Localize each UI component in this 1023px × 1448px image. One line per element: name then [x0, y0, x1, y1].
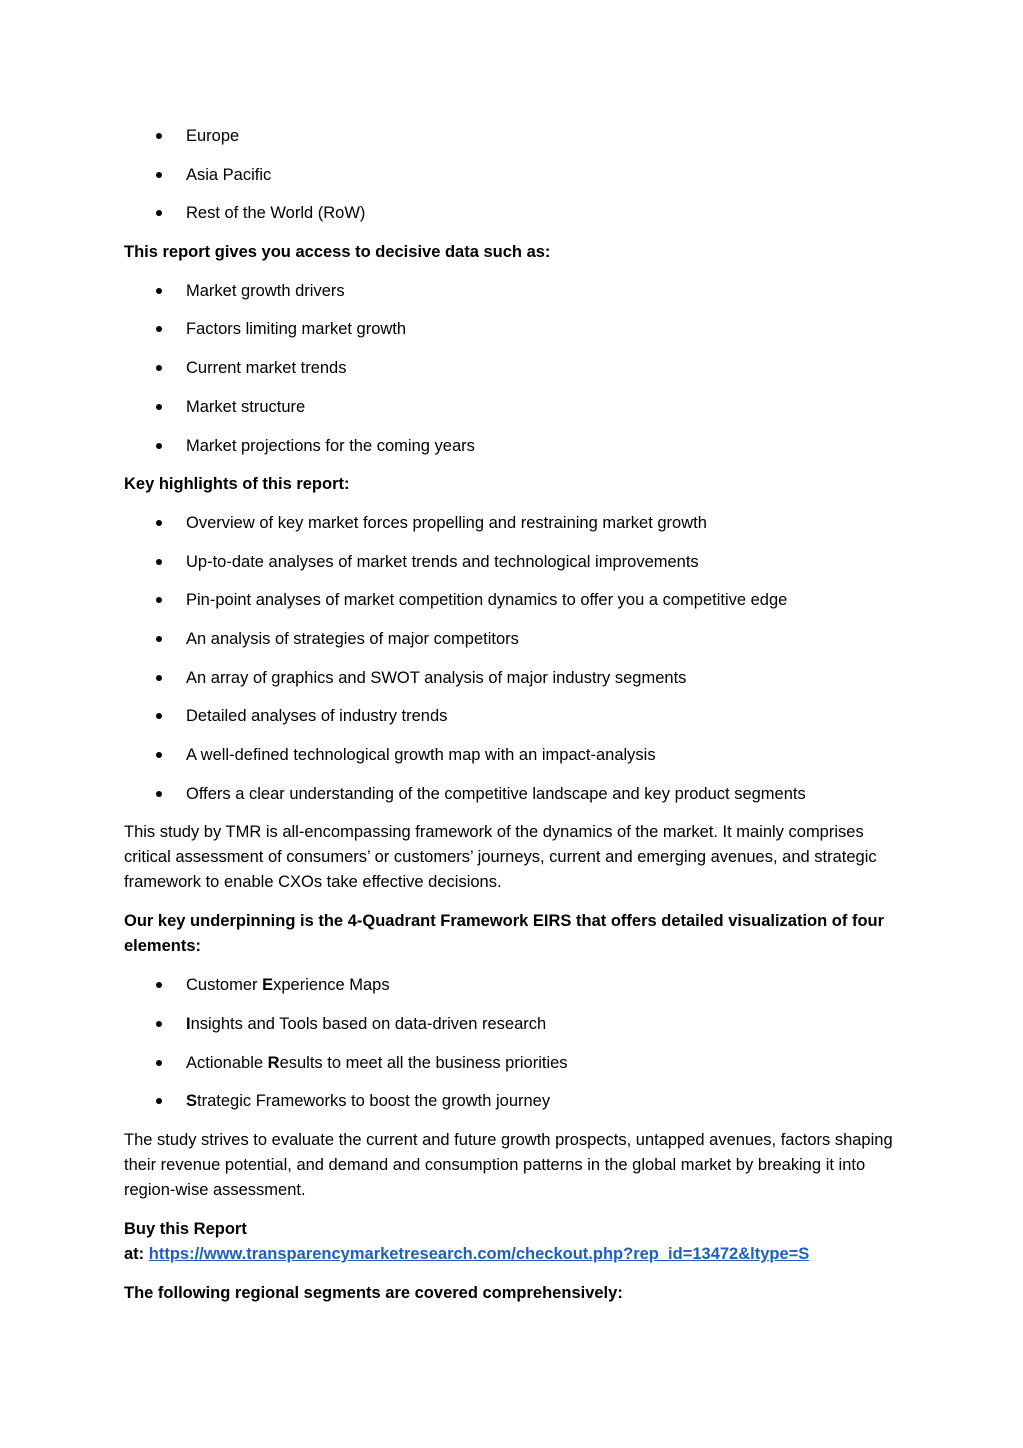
list-item: Europe	[124, 124, 904, 163]
eirs-item-post: xperience Maps	[273, 976, 390, 995]
eirs-item-post: nsights and Tools based on data-driven research	[190, 1015, 547, 1034]
regional-heading: The following regional segments are covered comprehensively:	[124, 1284, 623, 1303]
eirs-list	[124, 973, 904, 1128]
list-item: An array of graphics and SWOT analysis of major industry segments	[124, 666, 904, 705]
highlights-list	[124, 511, 904, 821]
document-page	[124, 124, 904, 1320]
list-item: Market structure	[124, 395, 904, 434]
buy-report	[124, 1217, 904, 1267]
eirs-item-letter: R	[267, 1053, 280, 1072]
highlights-heading: Key highlights of this report:	[124, 475, 350, 494]
growth-paragraph: The study strives to evaluate the current and future growth prospects, untapped avenues, factors shaping their revenue potential, and demand and consumption patterns in the global market by breaking it into region-wise assessment.	[124, 1131, 893, 1200]
eirs-item-letter: S	[186, 1092, 198, 1111]
list-item: Market projections for the coming years	[124, 434, 904, 473]
list-item: Market growth drivers	[124, 279, 904, 318]
eirs-item-post: trategic Frameworks to boost the growth journey	[197, 1092, 551, 1111]
decisive-data-list	[124, 279, 904, 472]
study-paragraph: This study by TMR is all-encompassing framework of the dynamics of the market. It mainly comprises critical assessment of consumers’ or customers’ journeys, current and emerging avenues, and strategic framework to enable CXOs take effective decisions.	[124, 823, 877, 892]
buy-report-link-line	[124, 1242, 904, 1267]
eirs-item-post: esults to meet all the business priorities	[279, 1053, 568, 1072]
list-item: Factors limiting market growth	[124, 317, 904, 356]
eirs-item-pre: Customer	[186, 976, 263, 995]
decisive-data-heading: This report gives you access to decisive data such as:	[124, 243, 551, 262]
eirs-item-letter: I	[186, 1015, 191, 1034]
eirs-heading: Our key underpinning is the 4-Quadrant Framework EIRS that offers detailed visualization of four elements:	[124, 912, 885, 956]
list-item: Pin-point analyses of market competition dynamics to offer you a competitive edge	[124, 588, 904, 627]
list-item: Asia Pacific	[124, 163, 904, 202]
list-item: An analysis of strategies of major competitors	[124, 627, 904, 666]
list-item	[124, 1051, 904, 1090]
buy-report-label: Buy this Report	[124, 1220, 247, 1239]
eirs-item-pre: Actionable	[186, 1053, 268, 1072]
regions-list	[124, 124, 904, 240]
list-item: Rest of the World (RoW)	[124, 201, 904, 240]
list-item	[124, 1089, 904, 1128]
list-item	[124, 1012, 904, 1051]
list-item: Up-to-date analyses of market trends and technological improvements	[124, 550, 904, 589]
list-item	[124, 973, 904, 1012]
list-item: Overview of key market forces propelling and restraining market growth	[124, 511, 904, 550]
list-item: Detailed analyses of industry trends	[124, 704, 904, 743]
eirs-item-letter: E	[262, 976, 274, 995]
buy-report-prefix: at:	[124, 1245, 149, 1264]
list-item: Offers a clear understanding of the competitive landscape and key product segments	[124, 782, 904, 821]
list-item: Current market trends	[124, 356, 904, 395]
list-item: A well-defined technological growth map with an impact-analysis	[124, 743, 904, 782]
buy-report-link[interactable]: https://www.transparencymarketresearch.com/checkout.php?rep_id=13472&ltype=S	[148, 1245, 810, 1264]
